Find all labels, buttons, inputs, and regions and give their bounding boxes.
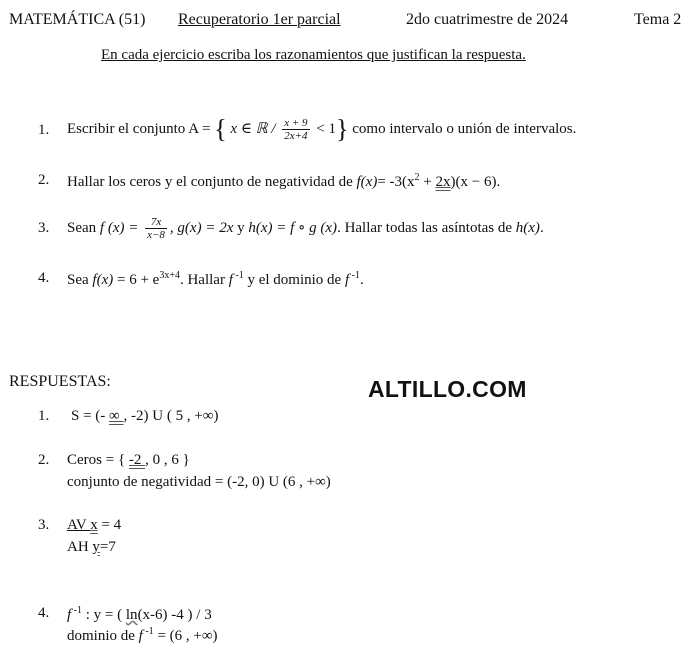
ex2-rest: )(x − 6). <box>450 174 501 190</box>
ans1-p1: S = (- <box>71 408 110 424</box>
ex2-fx: f(x) <box>356 174 378 190</box>
ans4-ln: ln <box>125 607 138 623</box>
ex3-y: y <box>233 220 249 236</box>
ex4-rest2: y el dominio de <box>243 272 342 288</box>
ex4-end: . <box>359 272 364 288</box>
answer-2-number: 2. <box>38 452 50 468</box>
ex3-hx: h(x) = f ∘ g (x) <box>248 220 338 236</box>
ex4-inv-exp2: -1 <box>349 270 360 281</box>
answer-1-text <box>71 408 218 425</box>
ans2-p2: , 0 , 6 } <box>145 452 190 468</box>
ans3-av-x: x <box>90 517 98 533</box>
answer-4-line1 <box>67 605 212 624</box>
ex3-frac-num: 7x <box>150 216 162 229</box>
ans3-ah-val: =7 <box>99 539 116 555</box>
ex1-fraction <box>282 117 309 142</box>
course-title: MATEMÁTICA (51) <box>9 11 146 28</box>
exercise-2-number: 2. <box>38 172 50 188</box>
ex2-eq: = -3(x <box>377 174 415 190</box>
ex1-frac-den: 2x+4 <box>284 130 308 143</box>
ans1-p2: , -2) U ( 5 , +∞) <box>123 408 219 424</box>
ex2-intro: Hallar los ceros y el conjunto de negatividad de <box>67 174 353 190</box>
answer-2-line1 <box>67 452 190 469</box>
exercise-1-text <box>67 113 576 145</box>
ans3-ah-label: AH <box>67 539 93 555</box>
ans4-p2: (x-6) -4 ) / 3 <box>137 607 212 623</box>
ex4-inv-exp: -1 <box>232 270 244 281</box>
answers-title: RESPUESTAS: <box>9 373 111 390</box>
instruction-text: En cada ejercicio escriba los razonamientos que justifican la respuesta. <box>101 47 526 63</box>
ex3-fraction <box>145 216 167 241</box>
ex3-intro: Sean <box>67 220 97 236</box>
exercise-3-text <box>67 212 544 244</box>
ex3-fx: f (x) = <box>99 220 139 236</box>
term-label: 2do cuatrimestre de 2024 <box>406 11 569 28</box>
tema-label: Tema 2 <box>634 11 682 28</box>
ans3-ah-y: y <box>92 539 100 555</box>
ex4-rest: . Hallar <box>179 272 225 288</box>
ex3-hx2: h(x) <box>515 220 540 236</box>
exam-title-text: Recuperatorio 1er parcial <box>178 11 341 28</box>
exercise-2-text <box>67 172 500 191</box>
exercise-1-number: 1. <box>38 122 50 138</box>
ex1-rest: como intervalo o unión de intervalos. <box>352 121 577 137</box>
ans4-dom-label: dominio de <box>67 628 139 644</box>
ex1-brace-open: { <box>214 114 227 144</box>
answer-1-number: 1. <box>38 408 50 424</box>
exercise-4-text <box>67 270 364 289</box>
ans4-inv-exp: -1 <box>71 605 83 616</box>
answer-3-av <box>67 517 121 534</box>
ans3-av-val: = 4 <box>97 517 122 533</box>
ans4-dom-finv: f <box>138 628 143 644</box>
ans4-dom-val: = (6 , +∞) <box>153 628 218 644</box>
ex3-gx: , g(x) = 2x <box>169 220 234 236</box>
answer-3-number: 3. <box>38 517 50 533</box>
ex1-frac-num: x + 9 <box>284 117 308 130</box>
ex4-finv: f <box>228 272 233 288</box>
ex3-frac-den: x−8 <box>147 229 165 242</box>
altillo-logo: ALTILLO.COM <box>368 376 527 402</box>
ex2-exp: 2 <box>414 172 420 183</box>
exercise-4-number: 4. <box>38 270 50 286</box>
ex1-brace-close: } <box>336 114 349 144</box>
answer-2-line2: conjunto de negatividad = (-2, 0) U (6 , +∞) <box>67 474 331 490</box>
ans1-inf: ∞ <box>109 408 124 424</box>
ex4-finv2: f <box>344 272 350 288</box>
ex1-set-var: x ∈ ℝ / <box>230 121 276 137</box>
ex4-fx: f(x) <box>92 272 114 288</box>
exercise-3-number: 3. <box>38 220 50 236</box>
ans4-finv: f <box>67 607 72 623</box>
ex1-lt-one: < 1 <box>316 121 337 137</box>
ex3-end: . <box>539 220 544 236</box>
ex1-intro: Escribir el conjunto A = <box>67 121 211 137</box>
ex2-2x: 2x <box>435 174 451 190</box>
ans4-p1: : y = ( <box>82 607 126 623</box>
ex4-intro: Sea <box>67 272 89 288</box>
ex4-exp: 3x+4 <box>159 270 180 281</box>
answer-3-ah <box>67 539 116 556</box>
answer-4-line2 <box>67 626 218 645</box>
ans3-av-label: AV <box>67 517 91 533</box>
ex3-rest: . Hallar todas las asíntotas de <box>337 220 513 236</box>
ans2-p1: Ceros = { <box>67 452 129 468</box>
exam-title <box>178 11 385 29</box>
answer-4-number: 4. <box>38 605 50 621</box>
ex4-eq: = 6 + e <box>113 272 160 288</box>
ex2-plus: + <box>419 174 436 190</box>
ans4-dom-exp: -1 <box>142 626 154 637</box>
ans2-neg2: -2 <box>128 452 146 468</box>
